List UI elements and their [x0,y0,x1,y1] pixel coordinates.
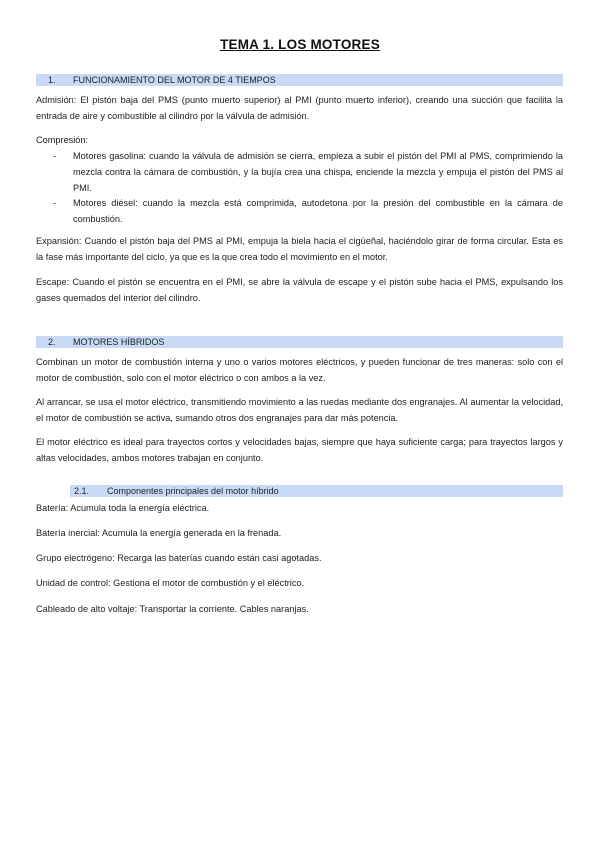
component-item: Unidad de control: Gestiona el motor de combustión y el eléctrico. [36,578,305,588]
compresion-list [36,149,563,228]
component-item: Batería: Acumula toda la energía eléctrica. [36,503,210,513]
heading-text: MOTORES HÍBRIDOS [73,337,165,347]
list-item-text: Motores gasolina: cuando la válvula de admisión se cierra, empieza a subir el pistón del PMI al PMS, comprimiendo la mezcla contra la cámara de combustión, y la bujía crea una chispa, enciende la mezcla y empuja el pistón del PMS al PMI. [73,151,563,193]
list-item-text: Motores diésel: cuando la mezcla está comprimida, autodetona por la presión del combustible en la cámara de combustión. [73,198,563,225]
page-title: TEMA 1. LOS MOTORES [220,37,380,52]
paragraph-escape: Escape: Cuando el pistón se encuentra en el PMI, se abre la válvula de escape y el pistón sube hacia el PMS, expulsando los gases quemados del interior del cilindro. [36,277,563,303]
paragraph-admision: Admisión: El pistón baja del PMS (punto muerto superior) al PMI (punto muerto inferior), creando una succión que facilita la entrada de aire y combustible al cilindro por la válvula de admisión. [36,95,563,121]
paragraph-expansion: Expansión: Cuando el pistón baja del PMS al PMI, empuja la biela hacia el cigüeñal, haciéndolo girar de forma circular. Esta es la fase más importante del ciclo, ya que es la que crea todo el movimiento en el motor. [36,236,563,262]
list-item [36,196,563,228]
component-item: Grupo electrógeno: Recarga las baterías cuando están casi agotadas. [36,553,322,563]
list-item [36,149,563,196]
heading-number: 2.1. [74,486,90,496]
section-heading-1 [36,74,563,86]
section-heading-2 [36,336,563,348]
label-compresion: Compresión: [36,135,89,145]
component-item: Batería inercial: Acumula la energía generada en la frenada. [36,528,282,538]
section-heading-2-1 [70,485,563,497]
heading-number: 2. [48,337,56,347]
heading-number: 1. [48,75,56,85]
bullet-dash: - [53,151,57,161]
bullet-dash: - [53,198,57,209]
component-item: Cableado de alto voltaje: Transportar la corriente. Cables naranjas. [36,604,309,614]
paragraph: Al arrancar, se usa el motor eléctrico, transmitiendo movimiento a las ruedas mediante dos engranajes. Al aumentar la velocidad, el motor de combustión se activa, sumando otros dos engranajes para dar más potencia. [36,397,563,423]
heading-text: FUNCIONAMIENTO DEL MOTOR DE 4 TIEMPOS [73,75,276,85]
paragraph: Combinan un motor de combustión interna y uno o varios motores eléctricos, y pueden funcionar de tres maneras: solo con el motor de combustión, solo con el motor eléctrico o con ambos a la vez. [36,357,563,383]
heading-text: Componentes principales del motor híbrido [107,486,279,496]
paragraph: El motor eléctrico es ideal para trayectos cortos y velocidades bajas, siempre que haya suficiente carga; para trayectos largos y altas velocidades, ambos motores trabajan en conjunto. [36,437,563,463]
